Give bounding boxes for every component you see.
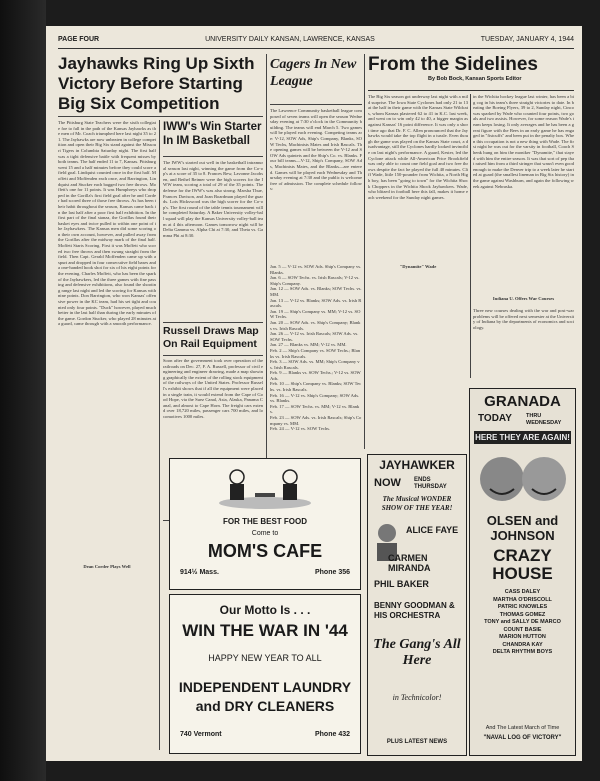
binding-edge bbox=[0, 0, 46, 781]
column-rule bbox=[470, 94, 471, 378]
cagers-headline: Cagers In New League bbox=[270, 57, 357, 89]
divider bbox=[58, 116, 263, 117]
schedule-line: Jan. 13 — V-12 vs. Blanks; SOW Ads. vs. Irish Rascals. bbox=[270, 297, 362, 309]
granada-cast bbox=[474, 589, 571, 657]
laundry-line1: Our Motto Is . . . bbox=[219, 603, 311, 617]
jayhawker-title: The Gang's All Here bbox=[373, 637, 461, 668]
jayhawker-plus: PLUS LATEST NEWS bbox=[386, 739, 448, 745]
subhead-indiana: Indiana U. Offers War Courses bbox=[492, 296, 555, 301]
jayhawker-tagline: The Musical WONDER SHOW OF THE YEAR! bbox=[381, 495, 453, 512]
cast-member: THOMAS GOMEZ bbox=[499, 611, 546, 618]
schedule-line: Feb. 10 — Ship's Company vs. Blanks; SOW Techs. vs. Irish Rascals. bbox=[270, 381, 362, 393]
sidelines-col1: The Big Six season got underway last night with a mild surprise. The Iowa State Cyclones had only 21 to 13 at the half in their game with the Kansas State Wildcats, whom Kansas plastered 62 to 41 in K.C. last week, and went on to win only 42 to 40, a bigger margin as against Kansas' 16 point difference. It was only a short time ago that Dr. F. C. Allen pronounced that the Jayhawks would take the top flight in a tussle. Even though the game was played on the Kansas State court, a disadvantage, still the Cyclones hardly looked invincible on last night's performance. A guard, Kester, led the Cyclone attack while All-American Price Brookfield was only able to count one field goal and two free throws despite the fact he played the full 40 minutes. Cliff Wade, little 150-pounder from Wichita, a North High boy, has been "going to town" for the Wichita Shock Choppers in the Wichita Shock Jayhawkers. Wade, who blitzed in football here this fall, makes it home each weekend for the Sunday night games. bbox=[368, 94, 468, 200]
schedule-line: Feb. 24 — V-12 vs. SOW Techs. bbox=[270, 426, 331, 432]
sidelines-headline-box bbox=[368, 54, 574, 91]
russell-article: Soon after the government took over operation of the railroads on Dec. 27, F. A. Russell, professor of civil engineering and engineer drawing, made a map showing graphically the extent of the rolling stock equipment of the railways of the United States. Professor Russell's exhibit shows that if all the equipment were placed in a single train, it would extend from the Cape of Good Hope, via the Suez Canal, Asia, Alaska, Panama Canal, and almost to Cape Horn. The freight cars extend over 18,720 miles, passenger cars 700 miles, and locomotives 1000 miles. bbox=[163, 358, 263, 419]
jayhawks-headline: Jayhawks Ring Up Sixth Victory Before Starting Big Six Competition bbox=[58, 54, 255, 113]
iww-headline-box bbox=[163, 120, 263, 157]
column-rule bbox=[266, 54, 267, 524]
moms-cafe-ad bbox=[169, 458, 361, 590]
granada-thru: THRU WEDNESDAY bbox=[526, 413, 562, 426]
russell-headline: Russell Draws Map On Rail Equipment bbox=[163, 325, 259, 350]
granada-stars: OLSEN and JOHNSON bbox=[486, 513, 559, 543]
indiana-article: Three new courses dealing with the war and post-war problems will be offered next semester at the University of Indiana by the departments of economics and sociology. bbox=[473, 308, 574, 330]
cagers-headline-box bbox=[270, 56, 362, 102]
granada-theater-ad bbox=[469, 388, 576, 756]
granada-march: "NAVAL LOG OF VICTORY" bbox=[483, 735, 562, 741]
russell-headline-box bbox=[163, 322, 263, 356]
column-rule bbox=[159, 120, 160, 750]
laundry-line5: and DRY CLEANERS bbox=[195, 698, 335, 714]
divider bbox=[270, 104, 362, 105]
granada-title: CRAZY HOUSE bbox=[492, 546, 553, 583]
subhead-dynamite: "Dynamite" Wade bbox=[399, 264, 437, 269]
moms-address: 914½ Mass. bbox=[180, 569, 219, 576]
iww-headline: IWW's Win Starter In IM Basketball bbox=[163, 121, 262, 147]
cast-phil-baker: PHIL BAKER bbox=[374, 579, 429, 589]
schedule-line: Feb. 23 — SOW Ads. vs. Irish Rascals; Ship's Company vs. MM. bbox=[270, 415, 362, 426]
granada-tagline: HERE THEY ARE AGAIN! bbox=[475, 433, 570, 442]
jayhawks-headline-box bbox=[58, 54, 263, 114]
cast-member: DELTA RHYTHM BOYS bbox=[492, 649, 553, 655]
schedule-line: Jan. 19 — Ship's Company vs. MM; V-12 vs. SOW Techs. bbox=[270, 308, 361, 320]
masthead: UNIVERSITY DAILY KANSAN, LAWRENCE, KANSAS bbox=[205, 36, 375, 43]
cast-benny-goodman: BENNY GOODMAN & HIS ORCHESTRA bbox=[374, 601, 455, 620]
schedule-line: Jan. 12 — SOW Ads. vs. Blanks; SOW Techs. vs. MM. bbox=[270, 286, 362, 297]
laundry-ad bbox=[169, 594, 361, 754]
cast-member: COUNT BASIE bbox=[503, 626, 542, 633]
comedians-portrait-icon bbox=[474, 449, 570, 509]
column-rule bbox=[364, 54, 365, 449]
jayhawker-technicolor: in Technicolor! bbox=[392, 693, 442, 702]
jayhawker-name: JAYHAWKER bbox=[379, 458, 455, 472]
schedule-line: Jan. 20 — SOW Ads. vs. Ship's Company; Blanks vs. Irish Rascals. bbox=[270, 319, 361, 331]
schedule-line: Feb. 9 — Blanks vs. SOW Techs.; V-12 vs. SOW Ads. bbox=[270, 370, 361, 381]
schedule-line: Feb. 17 — SOW Techs. vs. MM; V-12 vs. Blanks. bbox=[270, 403, 360, 415]
schedule-line: Jan. 5 — V-12 vs. SOW Ads. Ship's Company vs. Blanks. bbox=[270, 264, 362, 275]
laundry-phone: Phone 432 bbox=[314, 731, 350, 738]
laundry-line3: HAPPY NEW YEAR TO ALL bbox=[208, 653, 322, 663]
diner-illustration-icon bbox=[215, 463, 315, 513]
schedule-line: Jan. 6 — SOW Techs. vs. Irish Rascals; V-12 vs. Ship's Company. bbox=[270, 275, 360, 286]
schedule-line: Jan. 26 — V-12 vs. Irish Rascals; SOW Ads. vs. SOW Techs. bbox=[270, 331, 359, 342]
jayhawks-article-col1: The Pittsburg State Teachers were the sixth collegiate foe to fall in the path of the Kansas Jayhawks as the men of Mr. Coach triumphed here last night 35 to 21. The Jayhawks are now unbeaten in college competition and open their Big Six stand against the Missouri Tigers in Columbia Saturday night. The first half was a tight defensive battle with frequent misses by both teams. The half ended 11 to 7, Kansas. Pittsburg went 15 and a half minutes before they could score a field goal. Lindquist counted once in the first half. Moffett and Moffenden each once, and Barrington, Lindquist and Stucker each bagged two free throws. Moffett's one for 11 points. It was Humphreys who dropped in the Gorilla's first field goal after he and Corder had scored three of those free throws. As has been their habit throughout the season, Kansas came back in the last half after a poor first half exhibition. In the first part of the final stanza, the Gorillas found their basket eyes and twice pulled to within one point of the Jayhawkers. The Kansas men did some scoring on their own account, however, and pulled away from the Gorillas after the midway mark of the final half. Moffett Starts Scoring. First it was Moffett who scored two free throws and then swung straight from the field. Then Capt. Gerald Moffenden came up with a spurt and dropped in four consecutive field bases and a one-handed hook shot for six of his eight points for the evening. Charles Moffett, who has been the spark of the Jayhawkers, led the three games with fine passing and defensive exhibitions, also found the shooting range last night and led the scoring for Kansas with nine points. Don Barrington, who won Kansas' offensive power in the KC team, had his set tight and counted only four points. "Duck" however, played much better in the last half than during the early minutes of the game. Gordon Stucker, who played 28 minutes at a guard, came through with a smooth performance. bbox=[58, 120, 156, 327]
moms-line1: FOR THE BEST FOOD bbox=[223, 517, 307, 526]
moms-name: MOM'S CAFE bbox=[207, 541, 323, 561]
granada-today: TODAY bbox=[478, 413, 512, 424]
schedule-line: Feb. 16 — V-12 vs. Ship's Company; SOW Ads. vs. Blanks. bbox=[270, 392, 360, 404]
cagers-article: The Lawrence Community basketball league composed of seven teams will open the season Wednesday evening at 7:30 o'clock in the Community building. The teams will end March 5. Two games will be played each evening. Competing teams are: V-12, SOW Ads, Ship's Company, Blanks, SOW Techs, Machinists Mates and Irish Rascals. The opening games will be between the V-12 and SOW Ads quintets and the Ship's Co. vs. Blanks. Four bill teams—V-12, Ship's Company, SOW Ads, Machinists Mates, and the Blanks—are entered. Games will be played each Wednesday and Thursday evening at 7:30 and the public is welcome free of admission. The complete schedule follows: bbox=[270, 108, 362, 192]
jayhawker-ends: ENDS THURSDAY bbox=[414, 477, 447, 490]
cast-member: CASS DALEY bbox=[504, 589, 541, 595]
schedule-line: Feb. 2 — Ship's Company vs. SOW Techs.; Blanks vs. Irish Rascals. bbox=[270, 347, 361, 359]
iww-article: The IWW's started out well in the basketball intramural season last night, winning the game from the Co-op's at a score of 35 to 8. Frances Rew, Lavonne Jacobsen, and Bethel Reimer were the high scorers for the IWW team, scoring a total of 29 of the 35 points. The defense for the IWW's was also strong. Marsha Thue, Frances Davison, and Joan Boardman played the guards. Lois Hickswood was the high scorer for the Co-op's. The first round of the table tennis tournament will be completed Saturday. A Baker University volley-ball squad will play the Kansas University volley-ball team at 4 this afternoon. Games tomorrow night will be Delta Gamma vs. Alpha Chi at 7:30, and Theta vs. Gamma Phi at 8:30. bbox=[163, 160, 263, 238]
newspaper-page bbox=[46, 26, 582, 761]
schedule-line: Jan. 27 — Blanks vs. MM; V-12 vs. MM. bbox=[270, 342, 347, 348]
sidelines-headline: From the Sidelines bbox=[368, 54, 538, 75]
cagers-schedule bbox=[270, 264, 362, 450]
cast-carmen-miranda: CARMEN MIRANDA bbox=[388, 553, 431, 573]
cast-member: CHANDRA KAY bbox=[502, 641, 543, 648]
subhead-corder: Dean Corder Plays Well bbox=[83, 564, 131, 569]
jayhawker-now: NOW bbox=[374, 477, 401, 489]
cast-member: MARTHA O'DRISCOLL bbox=[493, 596, 552, 603]
page-number: PAGE FOUR bbox=[58, 36, 100, 43]
cast-alice-faye: ALICE FAYE bbox=[406, 525, 459, 535]
schedule-line: Feb. 3 — SOW Ads. vs. MM; Ship's Company vs. Irish Rascals. bbox=[270, 359, 360, 370]
sidelines-col2: in the Wichita hockey league last winter, has been a big cog in his team's three straight victories to date. In beating the Boeing Flyers, 39 to 2, Sunday night, Cinco was sparked by Wade who counted four points, two goals and two assists. However, for some reason Wade's team keeps losing. It only averages and he has been a great figure with the Bees in an early game he has engaged in "fistcuffs" and been put in the penalty box. When this occupation is not a new thing with Wade. The first night he was out for the varsity in football, Coach Shenk hung on him the moniker "Dynamite," that stayed with him the entire season. It was that sort of pep that raised him from a third stringer that wasn't even good enough to make the Denver trip to a week later he started at guard (the smallest lineman in Big Six history) in the game against Washburn, and again the following week against Nebraska. bbox=[473, 94, 574, 189]
cast-member: TONY and SALLY DE MARCO bbox=[484, 619, 561, 625]
laundry-address: 740 Vermont bbox=[180, 731, 222, 738]
laundry-line4: INDEPENDENT LAUNDRY bbox=[178, 679, 352, 695]
cast-member: PATRIC KNOWLES bbox=[497, 604, 548, 610]
moms-phone: Phone 356 bbox=[314, 569, 350, 576]
date: TUESDAY, JANUARY 4, 1944 bbox=[480, 36, 574, 43]
cast-member: MARION HUTTON bbox=[499, 634, 546, 640]
laundry-line2: WIN THE WAR IN '44 bbox=[182, 621, 348, 640]
sidelines-byline: By Bob Bock, Kansan Sports Editor bbox=[428, 76, 522, 82]
page-header bbox=[58, 36, 574, 49]
granada-also: And The Latest March of Time bbox=[485, 725, 560, 731]
granada-name: GRANADA bbox=[484, 393, 561, 410]
jayhawker-theater-ad bbox=[367, 454, 467, 756]
moms-line2: Come to bbox=[251, 530, 279, 537]
